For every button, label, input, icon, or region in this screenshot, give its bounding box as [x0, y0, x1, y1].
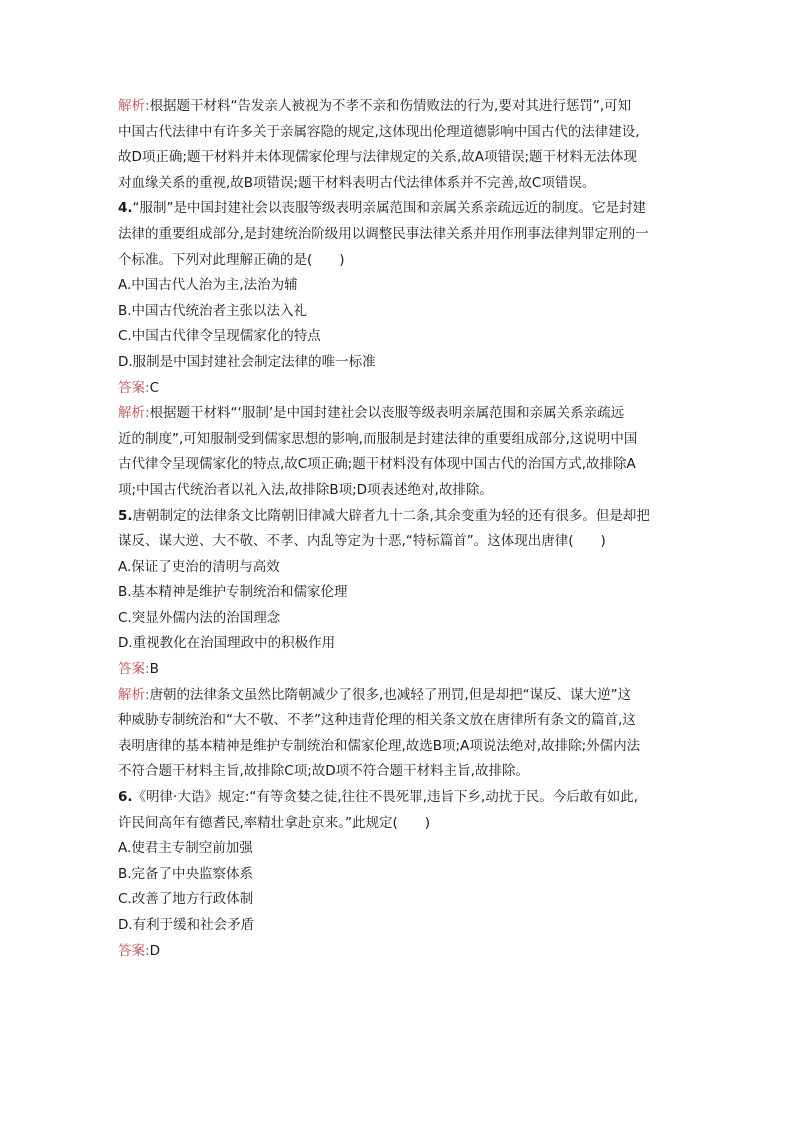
answer-label: 答案:	[118, 942, 150, 959]
analysis-text: 不符合题干材料主旨,故排除C项;故D项不符合题干材料主旨,故排除。	[118, 763, 529, 780]
document-content	[118, 94, 684, 964]
answer-option: C.突显外儒内法的治国理念	[118, 609, 281, 626]
answer-line	[118, 939, 684, 965]
answer-option: C.中国古代律令呈现儒家化的特点	[118, 328, 321, 345]
analysis-line	[118, 427, 684, 453]
analysis-line	[118, 708, 684, 734]
question-stem-text: 个标准。下列对此理解正确的是( )	[118, 251, 345, 268]
analysis-text: 中国古代法律中有许多关于亲属容隐的规定,这体现出伦理道德影响中国古代的法律建设,	[118, 123, 640, 140]
analysis-text: 根据题干材料“‘服制’是中国封建社会以丧服等级表明亲属范围和亲属关系亲疏远	[149, 405, 625, 422]
analysis-text: 种威胁专制统治和“大不敬、不孝”这种违背伦理的相关条文放在唐律所有条文的篇首,这	[118, 712, 636, 729]
answer-line	[118, 376, 684, 402]
answer-value: D	[149, 942, 160, 959]
answer-option: B.基本精神是维护专制统治和儒家伦理	[118, 584, 348, 601]
question-stem-text: 许民间高年有德耆民,率精壮拿赴京来。”此规定( )	[118, 814, 431, 831]
question-stem-line	[118, 811, 684, 837]
analysis-text: 根据题干材料“告发亲人被视为不孝不亲和伤情败法的行为,要对其进行惩罚”,可知	[149, 98, 632, 114]
analysis-text: 表明唐律的基本精神是维护专制统治和儒家伦理,故选B项;A项说法绝对,故排除;外儒内法	[118, 737, 641, 754]
answer-option: A.中国古代人治为主,法治为辅	[118, 277, 298, 294]
analysis-line	[118, 171, 684, 197]
answer-value: B	[149, 661, 159, 678]
question-stem-line	[118, 529, 684, 555]
analysis-line	[118, 478, 684, 504]
analysis-line	[118, 401, 684, 427]
answer-value: C	[149, 379, 159, 396]
analysis-text: 对血缘关系的重视,故B项错误;题干材料表明古代法律体系并不完善,故C项错误。	[118, 174, 596, 191]
analysis-text: 古代律令呈现儒家化的特点,故C项正确;题干材料没有体现中国古代的治国方式,故排除A	[118, 456, 636, 473]
analysis-label: 解析:	[118, 98, 150, 114]
question-stem-text: 《明律·大诰》规定:“有等贪婪之徒,往往不畏死罪,违旨下乡,动扰于民。今后敢有如此,	[132, 789, 639, 806]
analysis-line	[118, 452, 684, 478]
question-stem-line	[118, 196, 684, 222]
answer-option: B.中国古代统治者主张以法入礼	[118, 302, 308, 319]
answer-line	[118, 657, 684, 683]
answer-option: D.重视教化在治国理政中的积极作用	[118, 635, 336, 652]
answer-option: D.有利于缓和社会矛盾	[118, 917, 255, 933]
analysis-label: 解析:	[118, 405, 150, 422]
answer-option: B.完备了中央监察体系	[118, 865, 254, 882]
analysis-line	[118, 759, 684, 785]
answer-option: C.改善了地方行政体制	[118, 891, 254, 908]
question-stem-text: “服制”是中国封建社会以丧服等级表明亲属范围和亲属关系亲疏远近的制度。它是封建	[132, 200, 647, 217]
analysis-line	[118, 683, 684, 709]
analysis-label: 解析:	[118, 686, 150, 703]
analysis-line	[118, 734, 684, 760]
analysis-line	[118, 94, 684, 120]
answer-option: A.使君主专制空前加强	[118, 840, 253, 857]
question-block	[118, 504, 684, 683]
question-stem-line	[118, 504, 684, 530]
question-stem-text: 法律的重要组成部分,是封建统治阶级用以调整民事法律关系并用作刑事法律判罪定刑的一	[118, 225, 649, 242]
analysis-text: 故D项正确;题干材料并未体现儒家伦理与法律规定的关系,故A项错误;题干材料无法体现	[118, 149, 638, 166]
answer-label: 答案:	[118, 661, 150, 678]
question-number: 4.	[118, 200, 133, 217]
question-block	[118, 196, 684, 401]
question-number: 6.	[118, 789, 133, 806]
question-stem-text: 谋反、谋大逆、大不敬、不孝、内乱等定为十恶,“特标篇首”。这体现出唐律( )	[118, 533, 606, 550]
question-stem-text: 唐朝制定的法律条文比隋朝旧律减大辟者九十二条,其余变重为轻的还有很多。但是却把	[132, 507, 650, 524]
answer-option: A.保证了吏治的清明与高效	[118, 558, 280, 575]
analysis-block	[118, 94, 684, 196]
analysis-line	[118, 120, 684, 146]
analysis-line	[118, 145, 684, 171]
analysis-text: 唐朝的法律条文虽然比隋朝减少了很多,也减轻了刑罚,但是却把“谋反、谋大逆”这	[149, 686, 632, 703]
question-stem-line	[118, 785, 684, 811]
analysis-block	[118, 401, 684, 503]
analysis-block	[118, 683, 684, 785]
question-block	[118, 785, 684, 964]
analysis-text: 项;中国古代统治者以礼入法,故排除B项;D项表述绝对,故排除。	[118, 481, 493, 498]
analysis-text: 近的制度”,可知服制受到儒家思想的影响,而服制是封建法律的重要组成部分,这说明中国	[118, 430, 638, 447]
question-number: 5.	[118, 507, 133, 524]
answer-option: D.服制是中国封建社会制定法律的唯一标准	[118, 353, 376, 370]
question-stem-line	[118, 248, 684, 274]
question-stem-line	[118, 222, 684, 248]
answer-label: 答案:	[118, 379, 150, 396]
